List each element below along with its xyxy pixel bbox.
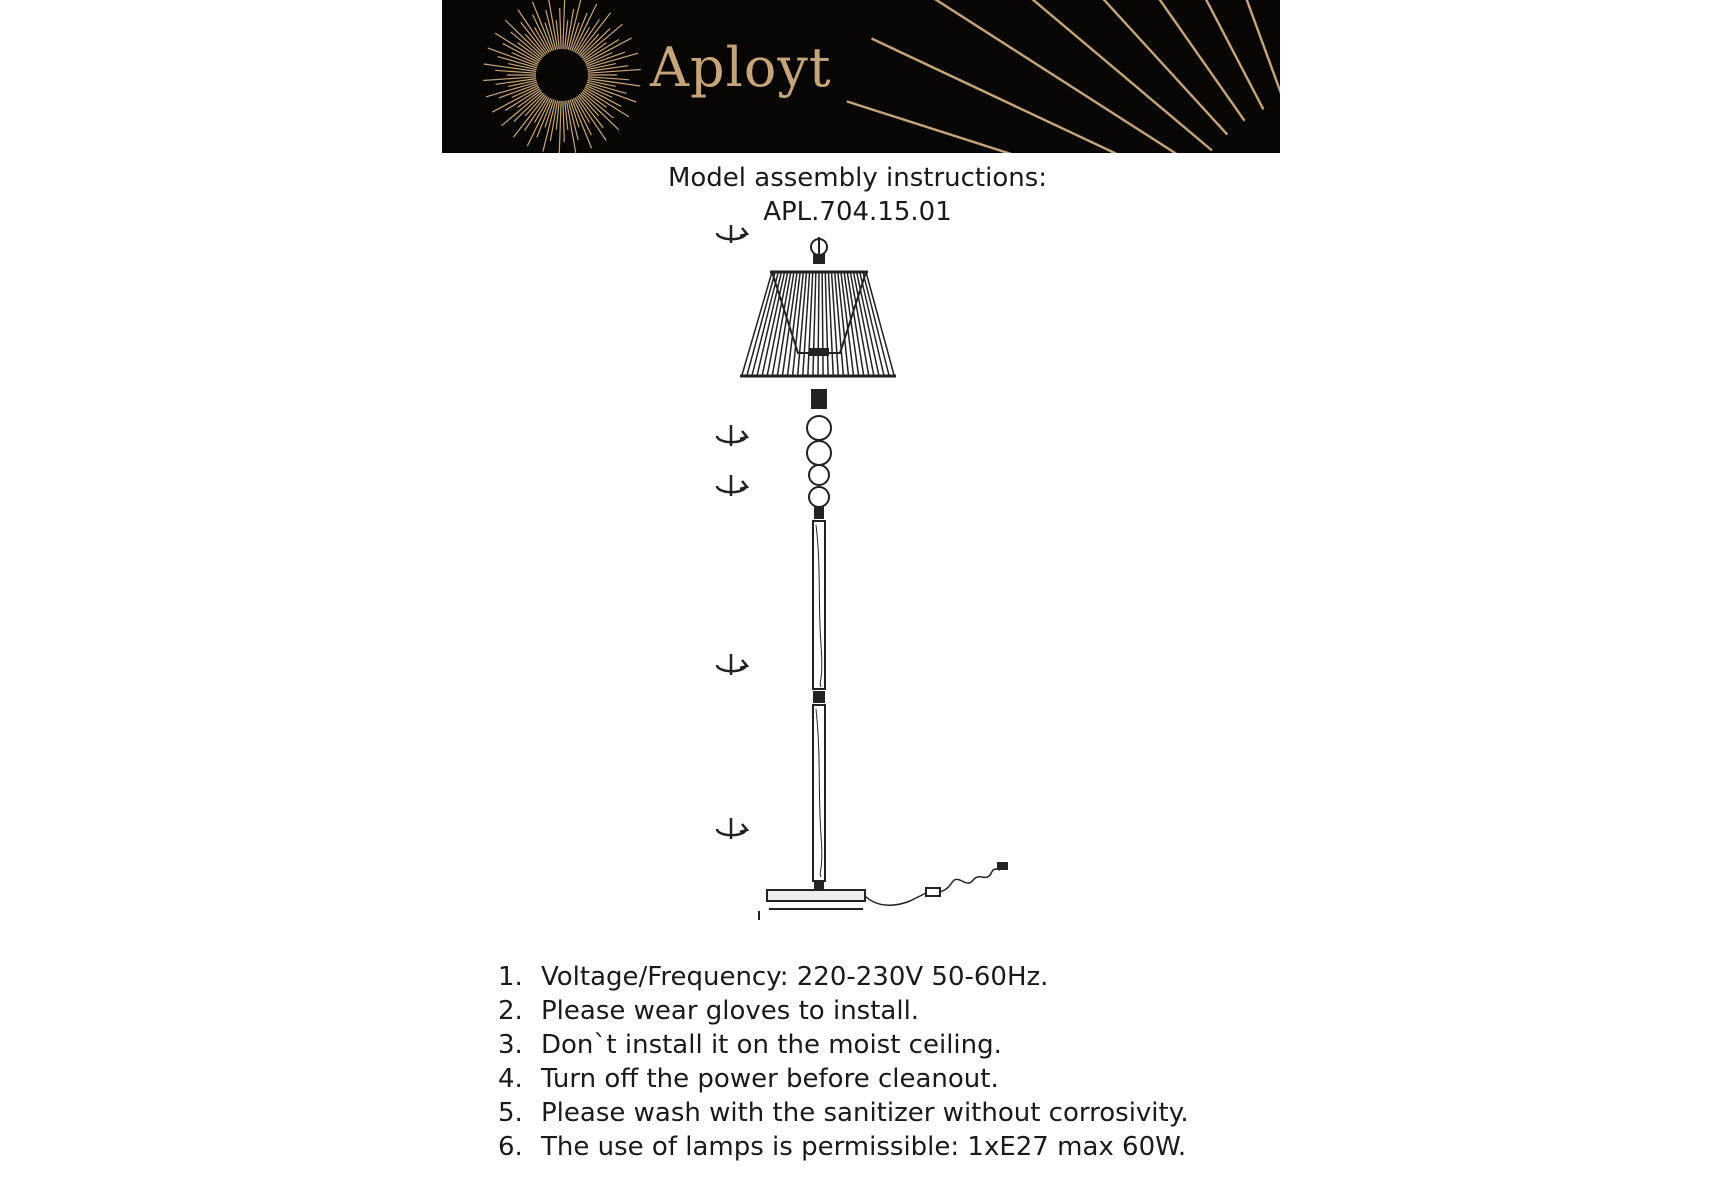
list-item: 2. Please wear gloves to install. [498,996,920,1026]
instruction-notes [498,960,1189,1164]
list-item: 1. Voltage/Frequency: 220-230V 50-60Hz. [498,962,1049,992]
list-item: 3. Don`t install it on the moist ceiling. [498,1030,1002,1060]
model-number: APL.704.15.01 [763,197,952,227]
brand-banner [442,0,1280,153]
list-item: 6. The use of lamps is permissible: 1xE27 max 60W. [498,1132,1187,1162]
list-item: 5. Please wash with the sanitizer without corrosivity. [498,1098,1189,1128]
rotate-arrow-icon [717,225,747,839]
list-item: 4. Turn off the power before cleanout. [498,1064,999,1094]
brand-logo: Aployt [650,36,832,99]
sunburst-icon [442,0,1280,153]
document-title: Model assembly instructions: [667,163,1048,193]
floor-lamp-diagram [700,225,1020,960]
